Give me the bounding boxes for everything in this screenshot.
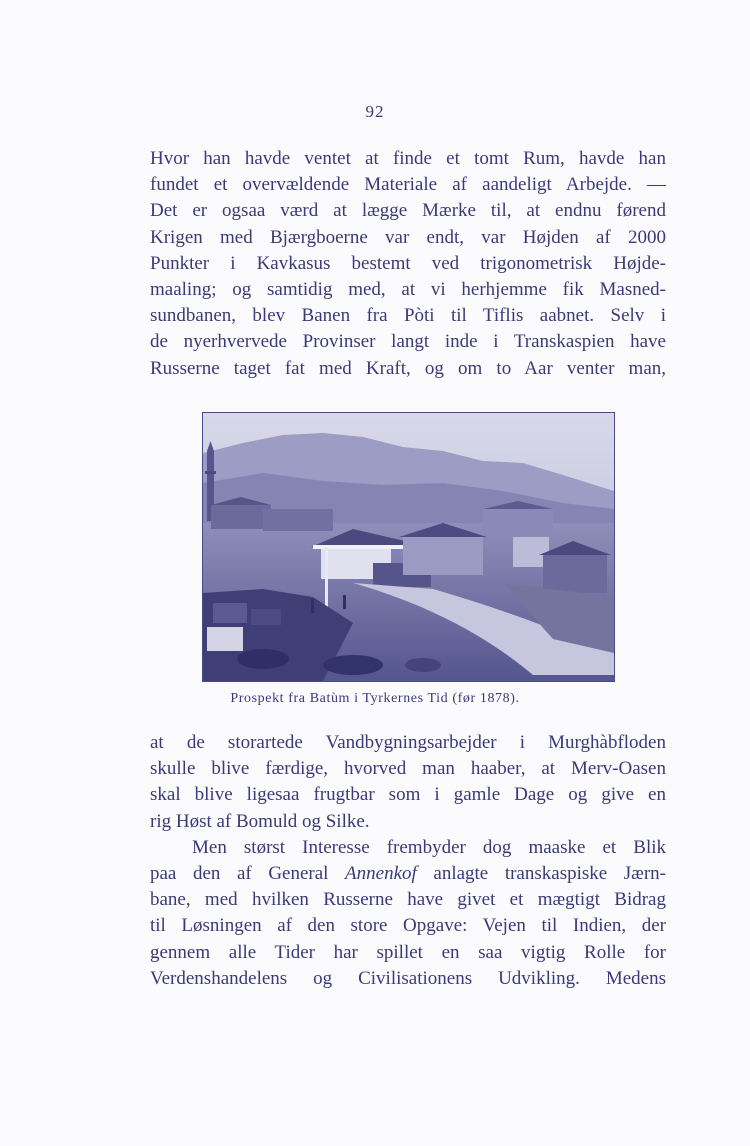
text-segment: anlagte transkaspiske Jærn-: [416, 862, 666, 884]
text-line: Hvor han havde ventet at finde et tomt Rum, havde han: [150, 148, 666, 169]
text-line: [150, 861, 666, 887]
text-line: Krigen med Bjærgboerne var endt, var Højden af 2000: [150, 226, 666, 248]
text-line: sundbanen, blev Banen fra Pòti til Tiflis aabnet. Selv i: [150, 305, 666, 327]
landscape-illustration: [203, 413, 614, 681]
text-line: fundet et overvældende Materiale af aandeligt Arbejde. —: [150, 174, 666, 196]
text-line: gennem alle Tider har spillet en saa vigtig Rolle for: [150, 941, 666, 963]
text-line: Russerne taget fat med Kraft, og om to Aar venter man,: [150, 357, 666, 379]
figure-caption: Prospekt fra Batùm i Tyrkernes Tid (før 1878).: [230, 691, 520, 706]
paragraph-1: [150, 146, 666, 382]
text-line: at de storartede Vandbygningsarbejder i Murghàbfloden: [150, 732, 666, 753]
batum-photograph: [202, 412, 615, 682]
text-segment: paa den af General: [150, 862, 346, 884]
text-line: Det er ogsaa værd at lægge Mærke til, at endnu førend: [150, 200, 666, 222]
text-line: de nyerhvervede Provinser langt inde i Transkaspien have: [150, 331, 666, 353]
person-name: Annenkof: [345, 862, 417, 884]
text-line: maaling; og samtidig med, at vi herhjemme fik Masned-: [150, 278, 666, 300]
text-line: skal blive ligesaa frugtbar som i gamle Dage og give en: [150, 784, 666, 806]
text-line: til Løsningen af den store Opgave: Vejen til Indien, der: [150, 915, 666, 937]
text-line: Verdenshandelens og Civilisationens Udvikling. Medens: [150, 967, 666, 989]
text-line: bane, med hvilken Russerne have givet et mægtigt Bidrag: [150, 889, 666, 911]
text-line: Punkter i Kavkasus bestemt ved trigonometrisk Højde-: [150, 252, 666, 274]
text-line: skulle blive færdige, hvorved man haaber, at Merv-Oasen: [150, 758, 666, 780]
paragraph-2: [150, 730, 666, 992]
page-number: 92: [365, 102, 385, 121]
text-line: rig Høst af Bomuld og Silke.: [150, 810, 370, 832]
text-line: Men størst Interesse frembyder dog maaske et Blik: [192, 836, 666, 858]
